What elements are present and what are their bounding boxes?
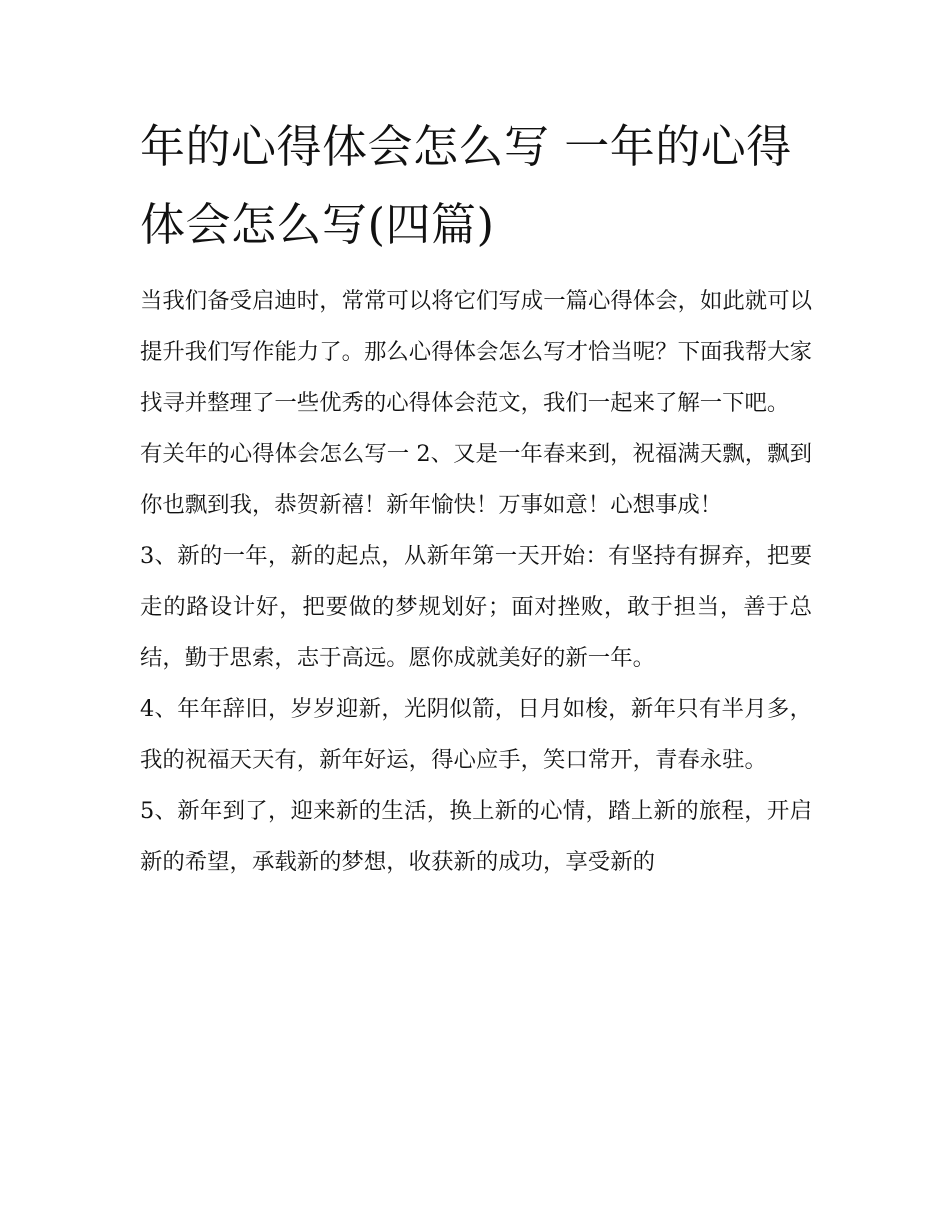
paragraph-item-2: 有关年的心得体会怎么写一 2、又是一年春来到，祝福满天飘，飘到你也飘到我，恭贺新禧！新年愉快！万事如意！心想事成！ — [140, 441, 812, 518]
paragraph-item-4: 4、年年辞旧，岁岁迎新，光阴似箭，日月如梭，新年只有半月多，我的祝福天天有，新年好运，得心应手，笑口常开，青春永驻。 — [140, 696, 812, 773]
document-body — [140, 108, 812, 888]
paragraph-item-3: 3、新的一年，新的起点，从新年第一天开始：有坚持有摒弃，把要走的路设计好，把要做的梦规划好；面对挫败，敢于担当，善于总结，勤于思索，志于高远。愿你成就美好的新一年。 — [140, 543, 812, 671]
paragraph-intro: 当我们备受启迪时，常常可以将它们写成一篇心得体会，如此就可以提升我们写作能力了。那么心得体会怎么写才恰当呢？下面我帮大家找寻并整理了一些优秀的心得体会范文，我们一起来了解一下吧。 — [140, 288, 812, 416]
document-title: 年的心得体会怎么写 一年的心得体会怎么写(四篇) — [140, 120, 792, 251]
paragraph-item-5: 5、新年到了，迎来新的生活，换上新的心情，踏上新的旅程，开启新的希望，承载新的梦想，收获新的成功，享受新的 — [140, 798, 812, 875]
